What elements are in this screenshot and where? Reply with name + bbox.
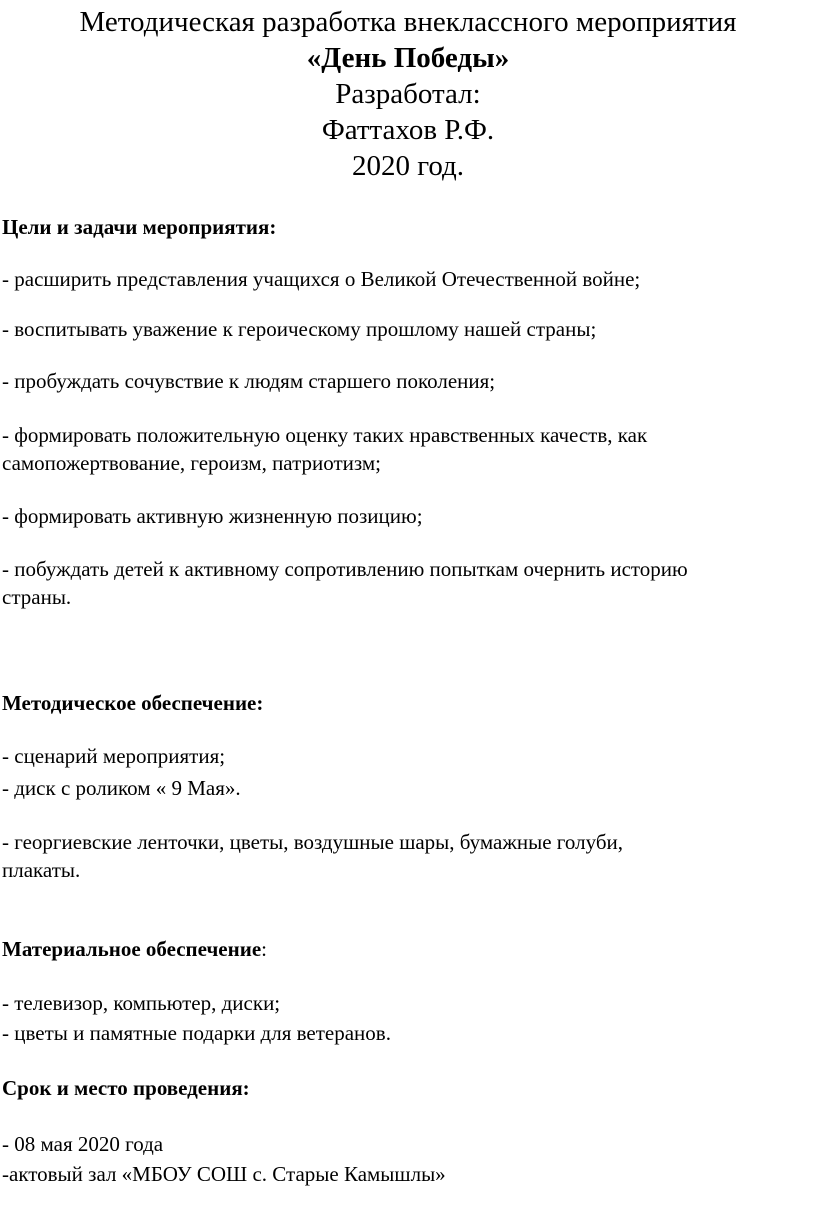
methodical-heading: Методическое обеспечение: bbox=[2, 691, 264, 715]
goal-item: - формировать положительную оценку таких нравственных качеств, как bbox=[2, 423, 648, 447]
material-heading: Материальное обеспечение bbox=[2, 937, 262, 961]
material-item: - телевизор, компьютер, диски; bbox=[2, 991, 281, 1015]
author-label: Разработал: bbox=[335, 78, 481, 110]
event-name: «День Победы» bbox=[306, 42, 510, 74]
goal-item: - пробуждать сочувствие к людям старшего поколения; bbox=[2, 369, 496, 393]
goal-item: - формировать активную жизненную позицию; bbox=[2, 504, 423, 528]
material-item: - цветы и памятные подарки для ветеранов. bbox=[2, 1021, 391, 1045]
schedule-item: - 08 мая 2020 года bbox=[2, 1132, 164, 1156]
goal-item: самопожертвование, героизм, патриотизм; bbox=[2, 451, 382, 475]
goals-heading: Цели и задачи мероприятия: bbox=[2, 215, 277, 239]
methodical-item: плакаты. bbox=[2, 858, 81, 882]
material-heading-colon: : bbox=[261, 937, 267, 961]
goal-item: - воспитывать уважение к героическому прошлому нашей страны; bbox=[2, 317, 597, 341]
methodical-item: - диск с роликом « 9 Мая». bbox=[2, 776, 241, 800]
author-name: Фаттахов Р.Ф. bbox=[321, 114, 495, 146]
goal-item: - побуждать детей к активному сопротивлению попыткам очернить историю bbox=[2, 557, 688, 581]
document-year: 2020 год. bbox=[351, 150, 465, 182]
document-title: Методическая разработка внеклассного мероприятия bbox=[79, 6, 737, 38]
document-title-block bbox=[0, 4, 816, 184]
schedule-item: -актовый зал «МБОУ СОШ с. Старые Камышлы» bbox=[2, 1162, 446, 1186]
goal-item: - расширить представления учащихся о Великой Отечественной войне; bbox=[2, 267, 641, 291]
schedule-heading: Срок и место проведения: bbox=[2, 1076, 250, 1100]
methodical-item: - георгиевские ленточки, цветы, воздушные шары, бумажные голуби, bbox=[2, 830, 623, 854]
material-heading-line bbox=[2, 934, 814, 964]
goal-item: страны. bbox=[2, 585, 72, 609]
methodical-item: - сценарий мероприятия; bbox=[2, 744, 226, 768]
